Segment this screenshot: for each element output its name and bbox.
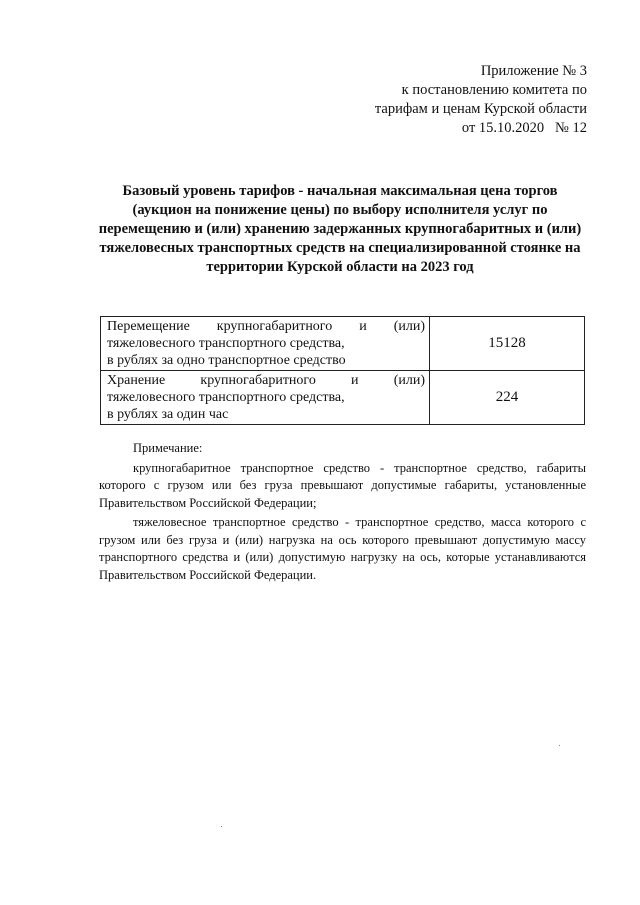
- appendix-number: Приложение № 3: [480, 63, 587, 79]
- tariff-table: [100, 316, 585, 425]
- appendix-date-number: от 15.10.2020 № 12: [461, 120, 587, 136]
- tariff-value: 15128: [430, 317, 585, 371]
- table-row: [101, 371, 585, 425]
- tariff-description-line: в рублях за одно транспортное средство: [107, 353, 346, 368]
- appendix-header: [340, 62, 587, 138]
- tariff-value: 224: [430, 371, 585, 425]
- notes-section: [99, 440, 586, 584]
- scan-speck: [221, 826, 222, 827]
- note-definition: тяжеловесное транспортное средство - транспортное средство, масса которого с грузом или без груза и (или) нагрузка на ось которого превышают допустимую массу транспортного средства и (или) допустимую нагрузку на ось, которые устанавливаются Правительством Российской Федерации.: [99, 515, 586, 582]
- appendix-resolution-ref: к постановлению комитета по: [401, 82, 587, 98]
- scan-speck: [559, 745, 560, 746]
- appendix-committee: тарифам и ценам Курской области: [374, 101, 587, 117]
- tariff-description-line: тяжеловесного транспортного средства,: [107, 336, 345, 351]
- document-title: Базовый уровень тарифов - начальная максимальная цена торгов (аукцион на понижение цены) по выбору исполнителя услуг по перемещению и (или) хранению задержанных крупногабаритных и (или) тяжеловесных транспортных средств на специализированной стоянке на территории Курской области на 2023 год: [98, 183, 582, 275]
- tariff-description-line: Перемещение крупногабаритного и (или): [107, 319, 425, 334]
- tariff-description-line: Хранение крупногабаритного и (или): [107, 373, 425, 388]
- table-row: [101, 317, 585, 371]
- tariff-description: [101, 317, 430, 371]
- notes-heading: Примечание:: [133, 441, 203, 455]
- tariff-description: [101, 371, 430, 425]
- tariff-description-line: в рублях за один час: [107, 407, 229, 422]
- tariff-description-line: тяжеловесного транспортного средства,: [107, 390, 345, 405]
- note-definition: крупногабаритное транспортное средство - транспортное средство, габариты которого с грузом или без груза превышают допустимые габариты, установленные Правительством Российской Федерации;: [99, 460, 586, 510]
